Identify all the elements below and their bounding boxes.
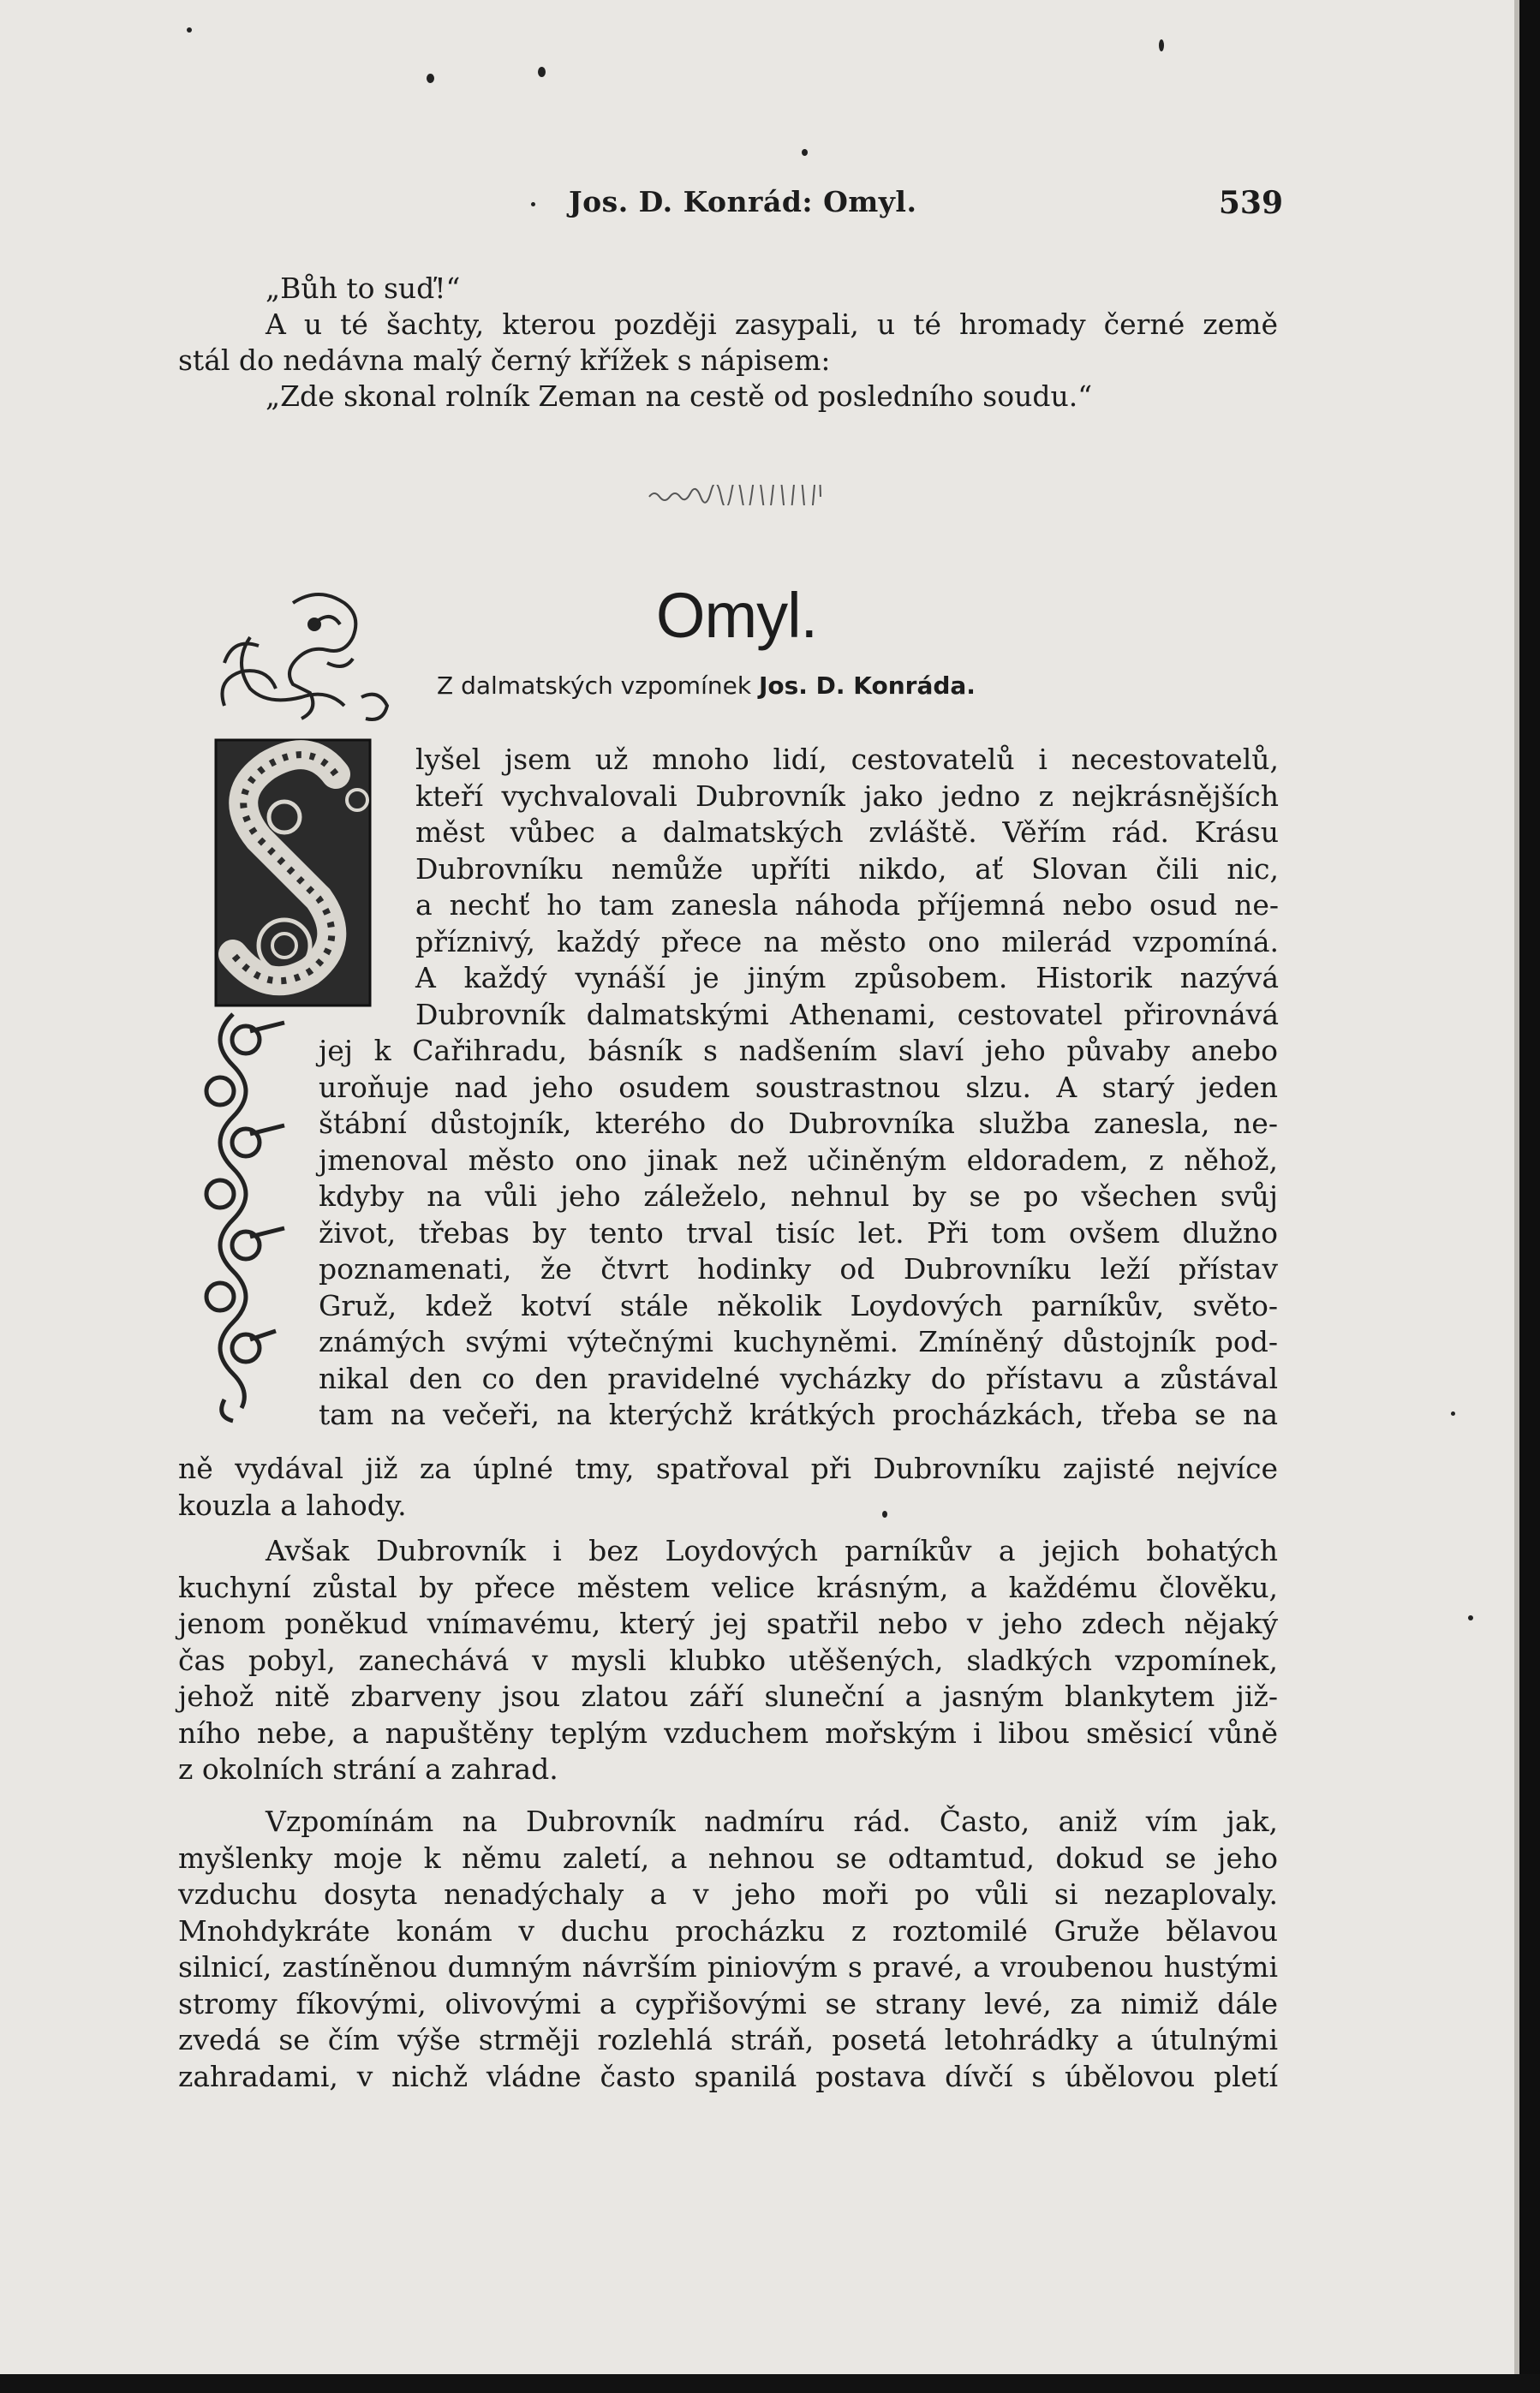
text-line: „Zde skonal rolník Zeman na cestě od posledního soudu.“ <box>266 379 1093 413</box>
text-line: Dubrovník dalmatskými Athenami, cestovatel přirovnává <box>415 997 1279 1031</box>
dust-speck <box>802 149 808 156</box>
text-line: poznamenati, že čtvrt hodinky od Dubrovníku leží přístav <box>319 1252 1278 1286</box>
scan-edge-bottom <box>0 2374 1540 2393</box>
paragraph-2 <box>178 1533 1278 1788</box>
previous-story-ending <box>178 271 1278 415</box>
text-line: silnicí, zastíněnou dumným návrším piniovým s pravé, a vroubenou hustými <box>178 1950 1278 1984</box>
text-line: stál do nedávna malý černý křížek s nápisem: <box>178 343 831 377</box>
text-line: zvedá se čím výše strměji rozlehlá stráň, posetá letohrádky a útulnými <box>178 2023 1278 2056</box>
text-line: a nechť ho tam zanesla náhoda příjemná nebo osud ne- <box>415 888 1279 922</box>
page-number: 539 <box>1218 185 1283 221</box>
text-line: příznivý, každý přece na město ono milerád vzpomíná. <box>415 924 1279 958</box>
text-line: stromy fíkovými, olivovými a cypřišovými se strany levé, za nimiž dále <box>178 1986 1278 2020</box>
text-line: myšlenky moje k němu zaletí, a nehnou se odtamtud, dokud se jeho <box>178 1841 1278 1875</box>
text-line: nikal den co den pravidelné vycházky do přístavu a zůstával <box>319 1361 1278 1395</box>
text-line: jmenoval město ono jinak než učiněným eldoradem, z něhož, <box>319 1143 1278 1177</box>
paragraph-1-beside-ornament <box>319 1033 1278 1434</box>
running-head <box>274 185 1283 228</box>
text-line: kdyby na vůli jeho záleželo, nehnul by se po všechen svůj <box>319 1179 1278 1213</box>
text-line: A každý vynáší je jiným způsobem. Historik nazývá <box>415 961 1279 994</box>
dust-speck <box>187 27 192 33</box>
text-line: kuchyní zůstal by přece městem velice krásným, a každému člověku, <box>178 1570 1278 1604</box>
byline-subtitle: Z dalmatských vzpomínek <box>437 671 752 700</box>
text-line: ního nebe, a napuštěny teplým vzduchem mořským i libou směsicí vůně <box>178 1716 1278 1750</box>
text-line: vzduchu dosyta nenadýchaly a v jeho moři po vůli si nezaplovaly. <box>178 1877 1278 1911</box>
paragraph-1-beside-drop-cap <box>415 742 1279 1033</box>
byline-author: Jos. D. Konráda. <box>758 671 976 700</box>
text-line: život, třebas by tento trval tisíc let. Při tom ovšem dlužno <box>319 1215 1278 1250</box>
text-line: Dubrovníku nemůže upříti nikdo, ať Slovan čili nic, <box>415 851 1279 886</box>
dust-speck <box>1159 39 1164 51</box>
text-line: kteří vychvalovali Dubrovník jako jedno z nejkrásnějších <box>415 779 1279 813</box>
text-line: zahradami, v nichž vládne často spanilá postava dívčí s úbělovou pletí <box>178 2059 1278 2093</box>
text-line: Vzpomínám na Dubrovník nadmíru rád. Často, aniž vím jak, <box>266 1805 1278 1838</box>
text-line: čas pobyl, zanechává v mysli klubko utěšených, sladkých vzpomínek, <box>178 1643 1278 1677</box>
text-line: Gruž, kdež kotví stále několik Loydových parníkův, světo- <box>319 1288 1278 1322</box>
text-line: z okolních strání a zahrad. <box>178 1752 558 1786</box>
text-line: „Bůh to suď!“ <box>266 272 461 305</box>
text-line: uroňuje nad jeho osudem soustrastnou slzu. A starý jeden <box>319 1070 1278 1104</box>
dust-speck <box>427 74 434 83</box>
text-line: Avšak Dubrovník i bez Loydových parníkův a jejich bohatých <box>266 1534 1278 1567</box>
story-byline <box>437 671 1036 700</box>
text-line: měst vůbec a dalmatských zvláště. Věřím rád. Krásu <box>415 815 1279 849</box>
text-line: štábní důstojník, kterého do Dubrovníka služba zanesla, ne- <box>319 1107 1278 1140</box>
dust-speck <box>1468 1615 1473 1620</box>
scroll-column-ornament <box>206 1014 284 1421</box>
text-line: známých svými výtečnými kuchyněmi. Zmíněný důstojník pod- <box>319 1325 1278 1358</box>
dust-speck <box>1451 1411 1455 1416</box>
text-line: ně vydával již za úplné tmy, spatřoval při Dubrovníku zajisté nejvíce <box>178 1452 1278 1485</box>
section-separator-ornament <box>648 485 822 505</box>
running-head-title: Jos. D. Konrád: Omyl. <box>569 185 917 218</box>
text-line: Mnohdykráte konám v duchu procházku z roztomilé Gruže bělavou <box>178 1913 1278 1948</box>
paragraph-1-end <box>178 1451 1278 1524</box>
scan-edge-right <box>1519 0 1540 2393</box>
dust-speck <box>538 67 546 77</box>
paragraph-3 <box>178 1804 1278 2095</box>
text-line: jej k Cařihradu, básník s nadšením slaví jeho půvaby anebo <box>319 1034 1278 1067</box>
story-title: Omyl. <box>655 580 818 651</box>
text-line: jehož nitě zbarveny jsou zlatou září sluneční a jasným blankytem již- <box>178 1680 1278 1713</box>
lion-crest-ornament <box>223 594 388 719</box>
text-line: A u té šachty, kterou později zasypali, u té hromady černé země <box>266 307 1278 341</box>
text-line: kouzla a lahody. <box>178 1488 407 1522</box>
text-line: lyšel jsem už mnoho lidí, cestovatelů i necestovatelů, <box>415 743 1279 776</box>
text-line: jenom poněkud vnímavému, který jej spatřil nebo v jeho zdech nějaký <box>178 1607 1278 1640</box>
text-line: tam na večeři, na kterýchž krátkých procházkách, třeba se na <box>319 1398 1278 1431</box>
